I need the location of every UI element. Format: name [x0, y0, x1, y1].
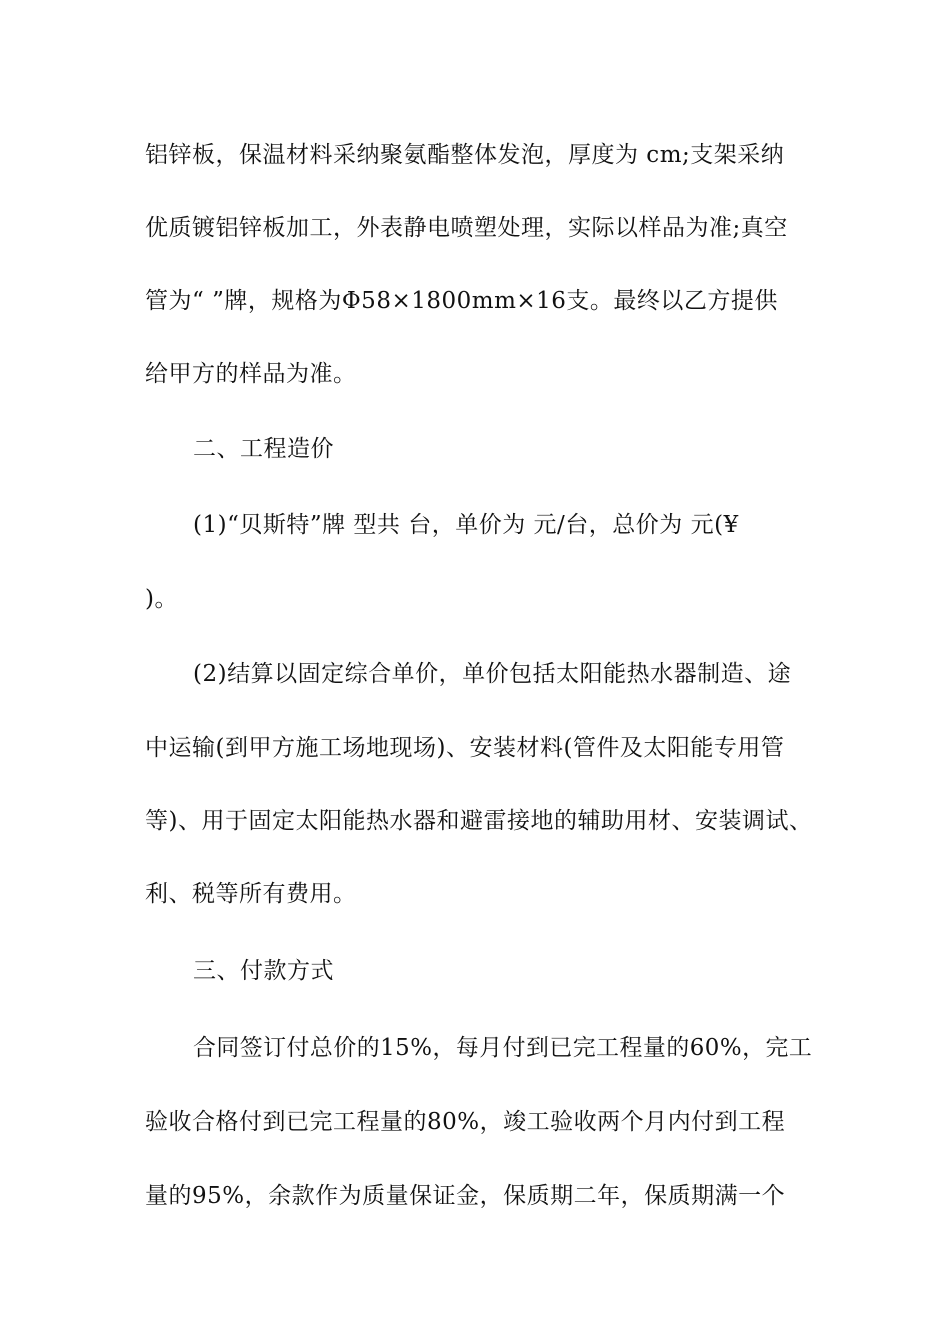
paragraph-line: 优质镀铝锌板加工，外表静电喷塑处理，实际以样品为准;真空 — [145, 215, 788, 241]
paragraph-line: 合同签订付总价的15%，每月付到已完工程量的60%，完工 — [193, 1035, 813, 1061]
paragraph-line: 给甲方的样品为准。 — [145, 361, 357, 387]
paragraph-line: 量的95%，余款作为质量保证金，保质期二年，保质期满一个 — [145, 1183, 786, 1209]
paragraph-line: 利、税等所有费用。 — [145, 881, 357, 907]
paragraph-line: 验收合格付到已完工程量的80%，竣工验收两个月内付到工程 — [145, 1109, 786, 1135]
section-heading: 三、付款方式 — [193, 958, 334, 984]
paragraph-line: (2)结算以固定综合单价，单价包括太阳能热水器制造、途 — [193, 661, 792, 687]
paragraph-line: 中运输(到甲方施工场地现场)、安装材料(管件及太阳能专用管 — [145, 735, 785, 761]
paragraph-line: )。 — [145, 586, 178, 612]
paragraph-line: (1)“贝斯特”牌 型共 台，单价为 元/台，总价为 元(¥ — [193, 512, 739, 538]
paragraph-line: 铝锌板，保温材料采纳聚氨酯整体发泡，厚度为 cm;支架采纳 — [145, 142, 785, 168]
section-heading: 二、工程造价 — [193, 436, 334, 462]
paragraph-line: 等)、用于固定太阳能热水器和避雷接地的辅助用材、安装调试、 — [145, 808, 813, 834]
paragraph-line: 管为“ ”牌，规格为Φ58×1800mm×16支。最终以乙方提供 — [145, 288, 778, 314]
